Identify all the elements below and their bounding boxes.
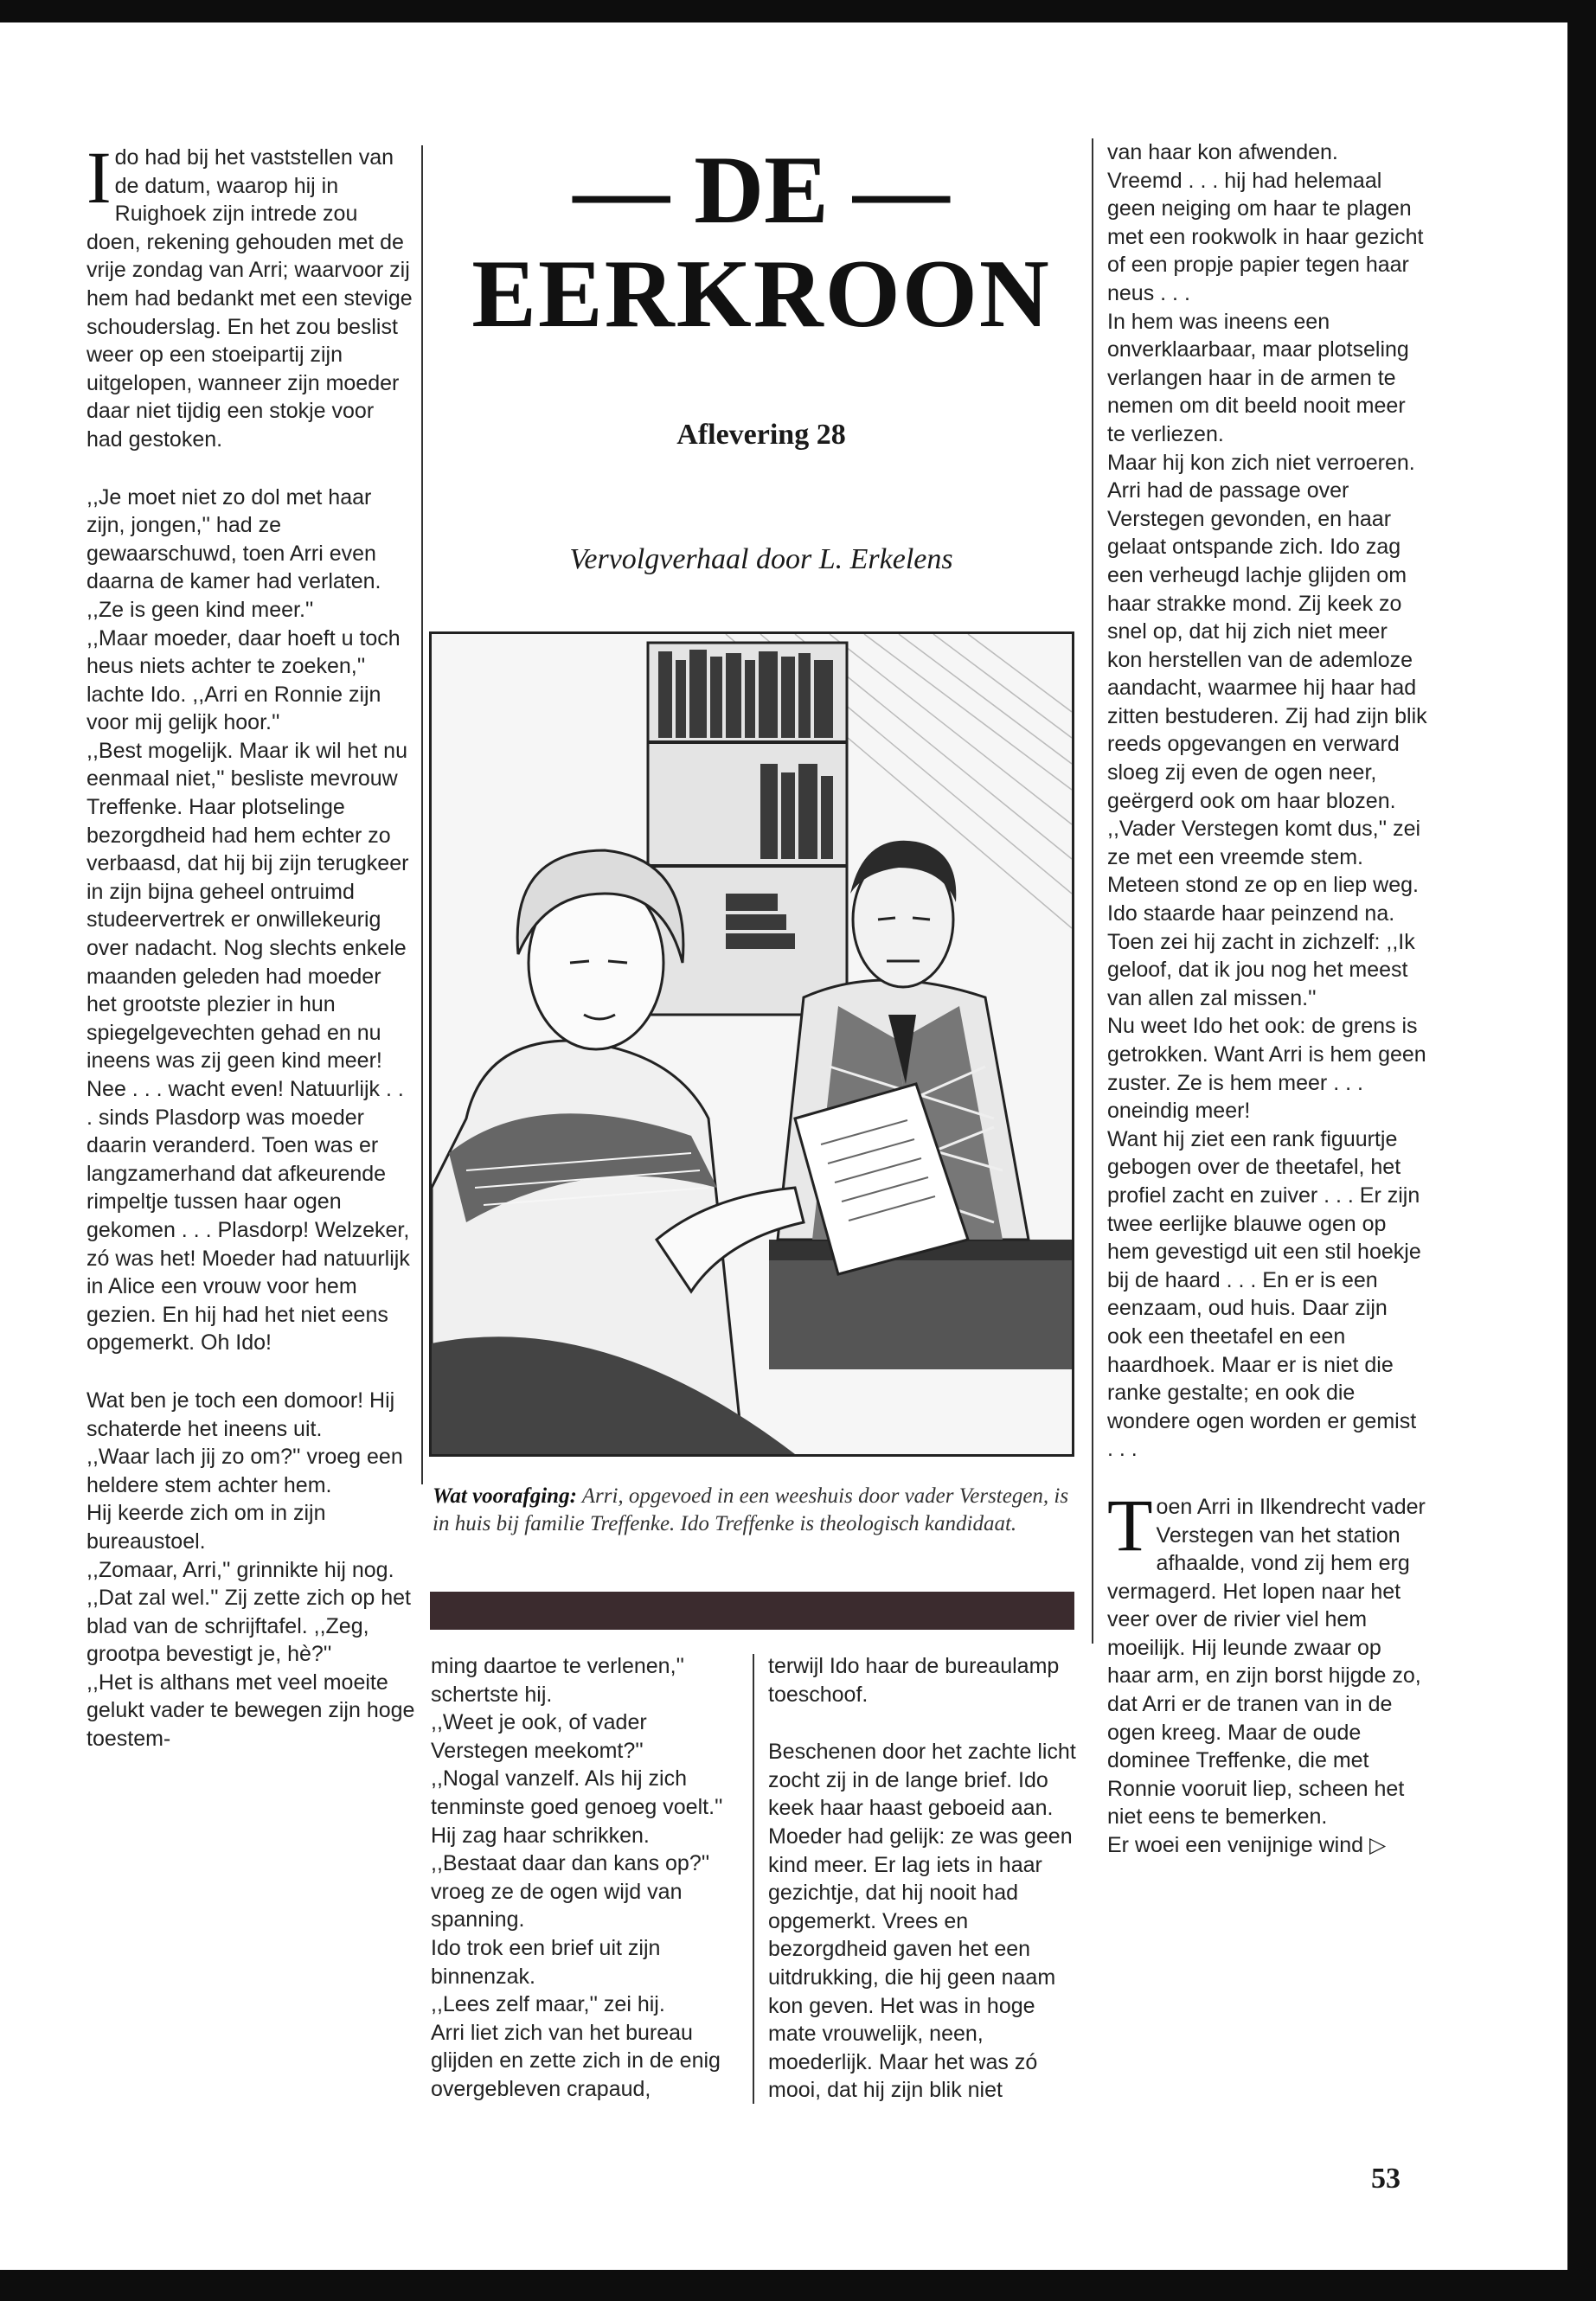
right-border bbox=[1567, 0, 1596, 2301]
paragraph-letter: ming daartoe te verlenen,'' schertste hij. ,,Weet je ook, of vader Verstegen meekomt?'' ,,Nogal vanzelf. Als hij zich tenminste goed genoeg voelt.'' Hij zag haar schrikken. ,,Bestaat daar dan kans op?'' vroeg ze de ogen wijd van spanning. Ido trok een brief uit zijn binnenzak. ,,Lees zelf maar,'' zei hij. Arri liet zich van het bureau glijden en zette zich in de enig overgebleven crapaud, bbox=[431, 1654, 723, 2101]
caption-text: Arri, opgevoed in een weeshuis door vader Verstegen, is in huis bij familie Treffenke. Ido Treffenke is theologisch kandidaat. bbox=[433, 1484, 1069, 1535]
paragraph-lamp: terwijl Ido haar de bureaulamp toeschoof. bbox=[768, 1654, 1060, 1707]
paragraph-light: Beschenen door het zachte licht zocht zij in de lange brief. Ido keek haar haast geboeid aan. Moeder had gelijk: ze was geen kind meer. Er lag iets in haar gezichtje, dat hij nooit had opgemerkt. Vrees en bezorgdheid gaven het een uitdrukking, die hij geen naam kon geven. Het was in hoge mate vrouwelijk, neen, moederlijk. Maar het was zó mooi, dat hij zijn blik niet bbox=[768, 1740, 1076, 2103]
column-divider bbox=[421, 145, 423, 1484]
column-divider bbox=[753, 1654, 754, 2104]
top-border bbox=[0, 0, 1596, 22]
title-de: — DE — bbox=[573, 137, 950, 244]
article-title bbox=[441, 138, 1081, 346]
column-middle-left bbox=[431, 1652, 738, 2104]
story-illustration bbox=[429, 631, 1074, 1457]
bottom-border bbox=[0, 2270, 1596, 2301]
page-number: 53 bbox=[1371, 2163, 1401, 2195]
caption bbox=[433, 1483, 1073, 1538]
column-right bbox=[1107, 138, 1427, 1860]
paragraph-opening bbox=[87, 136, 415, 454]
paragraph-dialogue-mother: ,,Je moet niet zo dol met haar zijn, jongen,'' had ze gewaarschuwd, toen Arri even daarna de kamer had verlaten. ,,Ze is geen kind meer.'' ,,Maar moeder, daar hoeft u toch heus niets achter te zoeken,'' lachte Ido. ,,Arri en Ronnie zijn voor mij gelijk hoor.'' ,,Best mogelijk. Maar ik wil het nu eenmaal niet,'' besliste mevrouw Treffenke. Haar plotselinge bezorgdheid had hem echter zo verbaasd, dat hij bij zijn terugkeer in zijn bijna geheel ontruimd studeervertrek er onwillekeurig over nadacht. Nog slechts enkele maanden geleden had moeder het grootste plezier in hun spiegelgevechten gehad en nu ineens was zij geen kind meer! Nee . . . wacht even! Natuurlijk . . . sinds Plasdorp was moeder daarin veranderd. Toen was er langzamerhand dat afkeurende rimpeltje tussen haar ogen gekomen . . . Plasdorp! Welzeker, zó was het! Moeder had natuurlijk in Alice een vrouw voor hem gezien. En hij had het niet eens opgemerkt. Oh Ido! bbox=[87, 484, 410, 1356]
paragraph-afwenden: van haar kon afwenden. Vreemd . . . hij had helemaal geen neiging om haar te plagen met een rookwolk in haar gezicht of een propje papier tegen haar neus . . . In hem was ineens een onverklaarbaar, maar plotseling verlangen haar in de armen te nemen om dit beeld nooit meer te verliezen. Maar hij kon zich niet verroeren. Arri had de passage over Verstegen gevonden, en haar gelaat ontspande zich. Ido zag een verheugd lachje glijden om haar strakke mond. Zij keek zo snel op, dat hij zich niet meer kon herstellen van de ademloze aandacht, waarmee hij haar had zitten bestuderen. Zij had zijn blik reeds opgevangen en verward sloeg zij even de ogen neer, geërgerd ook om haar blozen. ,,Vader Verstegen komt dus,'' zei ze met een vreemde stem. Meteen stond ze op en liep weg. Ido staarde haar peinzend na. Toen zei hij zacht in zichzelf: ,,Ik geloof, dat ik jou nog het meest van allen zal missen.'' Nu weet Ido het ook: de grens is getrokken. Want Arri is hem geen zuster. Ze is hem meer . . . oneindig meer! Want hij ziet een rank figuurtje gebogen over de theetafel, het profiel zacht en zuiver . . . Er zijn twee eerlijke blauwe ogen op hem gevestigd uit een stil hoekje bij de haard . . . En er is een eenzaam, oud huis. Daar zijn ook een theetafel en een haardhoek. Maar er is niet die ranke gestalte; en ook die wondere ogen worden er gemist . . . bbox=[1107, 140, 1427, 1462]
paragraph-domoor: Wat ben je toch een domoor! Hij schaterde het ineens uit. ,,Waar lach jij zo om?'' vroeg een heldere stem achter hem. Hij keerde zich om in zijn bureaustoel. ,,Zomaar, Arri,'' grinnikte hij nog. ,,Dat zal wel.'' Zij zette zich op het blad van de schrijftafel. ,,Zeg, grootpa bevestigt je, hè?'' ,,Het is althans met veel moeite gelukt vader te bewegen zijn hoge toestem- bbox=[87, 1388, 415, 1752]
paragraph-ilkendrecht bbox=[1107, 1483, 1427, 1860]
drop-cap-t: T bbox=[1107, 1483, 1153, 1567]
paragraph-ilkendrecht-text: oen Arri in Ilkendrecht vader Verstegen van het station afhaalde, vond zij hem erg vermagerd. Het lopen naar het veer over de rivier viel hem moeilijk. Hij leunde zwaar op haar arm, en zijn borst hijgde zo, dat Arri er de tranen van in de ogen kreeg. Maar de oude dominee Treffenke, die met Ronnie vooruit liep, scheen het niet eens te bemerken. Er woei een venijnige wind ▷ bbox=[1107, 1494, 1426, 1858]
column-divider bbox=[1092, 138, 1093, 1644]
episode-label: Aflevering 28 bbox=[676, 419, 846, 451]
drop-cap-i: I bbox=[87, 136, 112, 219]
byline: Vervolgverhaal door L. Erkelens bbox=[569, 543, 953, 575]
illustration-drawing bbox=[432, 634, 1072, 1454]
paragraph-opening-text: do had bij het vaststellen van de datum, waarop hij in Ruighoek zijn intrede zou doen, rekening gehouden met de vrije zondag van Arri; waarvoor zij hem had bedankt met een stevige schouderslag. En het zou beslist weer op een stoeipartij zijn uitgelopen, wanneer zijn moeder daar niet tijdig een stokje voor had gestoken. bbox=[87, 145, 413, 452]
caption-lead: Wat voorafging: bbox=[433, 1484, 577, 1508]
title-eerkroon: EERKROON bbox=[471, 240, 1051, 348]
column-left bbox=[87, 136, 415, 1753]
section-bar bbox=[430, 1592, 1074, 1630]
column-middle-right bbox=[768, 1652, 1080, 2105]
